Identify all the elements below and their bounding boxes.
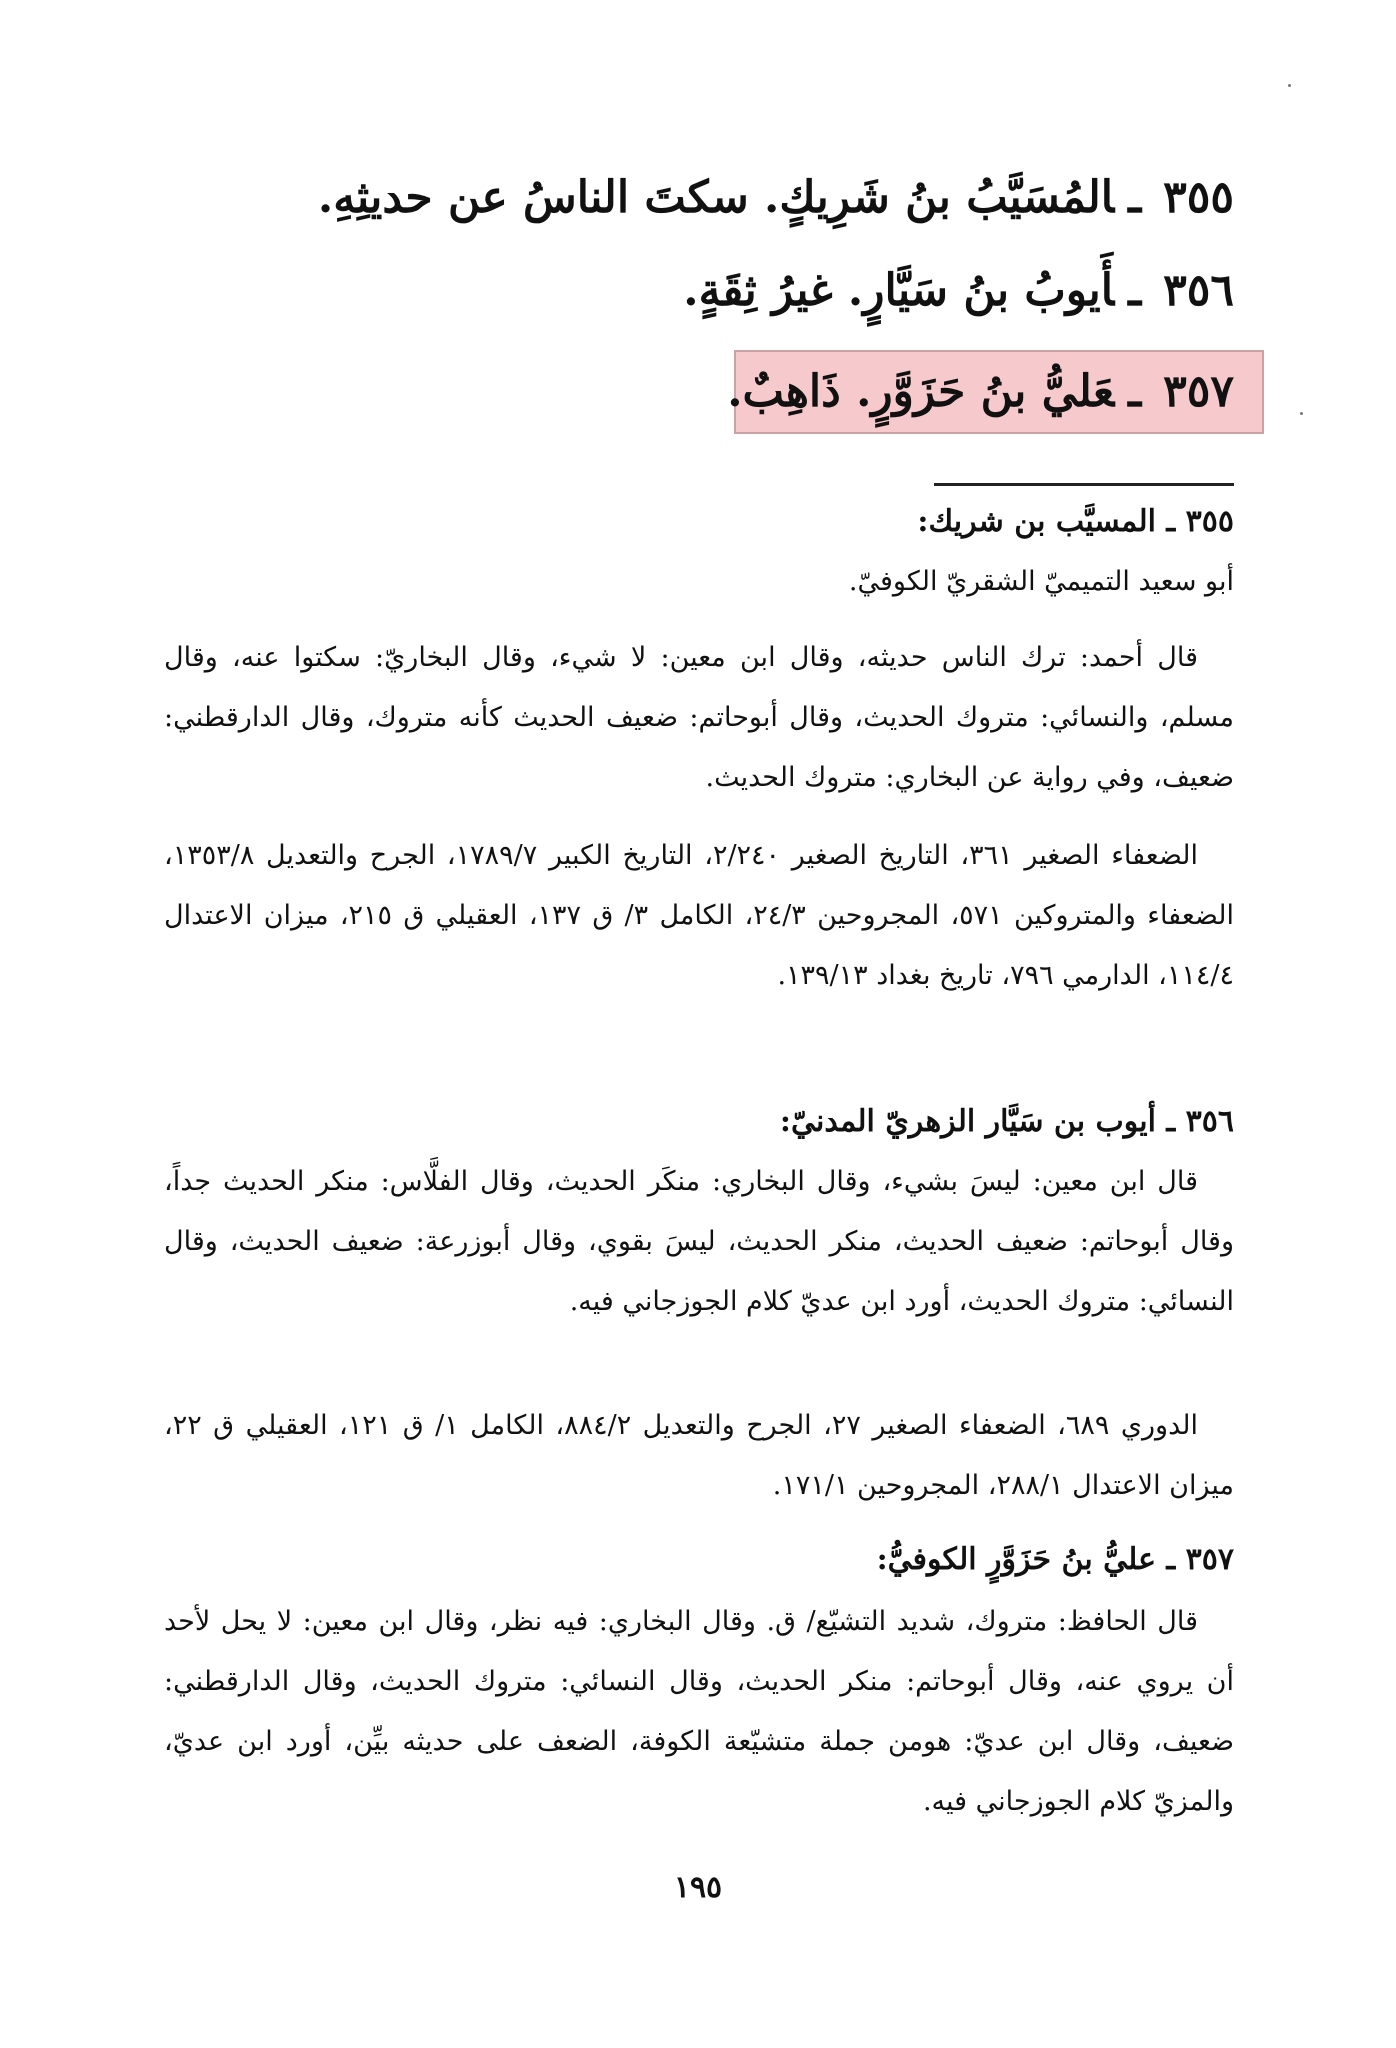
entry-number: ٣٥٦	[1163, 265, 1234, 316]
entry-dash: ـ	[1128, 265, 1142, 316]
footnote-sayings-357: قال الحافظ: متروك، شديد التشيّع/ ق. وقال البخاري: فيه نظر، وقال ابن معين: لا يحل لأحد أن يروي عنه، وقال أبوحاتم: منكر الحديث، وقال النسائي: متروك الحديث، وقال الدارقطني: ضعيف، وقال ابن عديّ: هومن جملة متشيّعة الكوفة، الضعف على حديثه بيِّن، أورد ابن عديّ، والمزيّ كلام الجوزجاني فيه.	[164, 1606, 1234, 1817]
footnote-sayings-356: قال ابن معين: ليسَ بشيء، وقال البخاري: منكَر الحديث، وقال الفلَّاس: منكر الحديث جداً، وقال أبوحاتم: ضعيف الحديث، منكر الحديث، ليسَ بقوي، وقال أبوزرعة: ضعيف الحديث، وقال النسائي: متروك الحديث، أورد ابن عديّ كلام الجوزجاني فيه.	[164, 1166, 1234, 1317]
main-entry-357	[234, 357, 1234, 427]
page-number: ١٩٥	[673, 1870, 723, 1905]
footnote-separator	[934, 483, 1234, 486]
footnote-heading-356: ٣٥٦ ـ أيوب بن سَيَّار الزهريّ المدنيّ:	[779, 1104, 1234, 1139]
entry-text: أَيوبُ بنُ سَيَّارٍ. غيرُ ثِقَةٍ.	[683, 265, 1115, 316]
scan-speck	[1300, 412, 1303, 415]
footnote-sayings-355: قال أحمد: ترك الناس حديثه، وقال ابن معين: لا شيء، وقال البخاريّ: سكتوا عنه، وقال مسلم، والنسائي: متروك الحديث، وقال أبوحاتم: ضعيف الحديث كأنه متروك، وقال الدارقطني: ضعيف، وفي رواية عن البخاري: متروك الحديث.	[164, 642, 1234, 793]
entry-number: ٣٥٧	[1163, 366, 1234, 417]
footnote-sources-356: الدوري ٦٨٩، الضعفاء الصغير ٢٧، الجرح والتعديل ٨٨٤/٢، الكامل ١/ ق ١٢١، العقيلي ق ٢٢، ميزان الاعتدال ٢٨٨/١، المجروحين ١٧١/١.	[164, 1410, 1234, 1501]
scan-speck	[1288, 84, 1291, 87]
entry-dash: ـ	[1128, 366, 1142, 417]
entry-text: عَليُّ بنُ حَزَوَّرٍ. ذَاهِبٌ.	[727, 366, 1115, 417]
main-entry-355	[234, 163, 1234, 233]
footnote-lineage-355: أبو سعيد التميميّ الشقريّ الكوفيّ.	[848, 566, 1234, 597]
main-entry-356	[234, 256, 1234, 326]
footnote-heading-357: ٣٥٧ ـ عليُّ بنُ حَزَوَّرٍ الكوفيُّ:	[876, 1542, 1234, 1577]
footnote-heading-355: ٣٥٥ ـ المسيَّب بن شريك:	[917, 504, 1234, 539]
entry-number: ٣٥٥	[1163, 172, 1234, 223]
entry-dash: ـ	[1128, 172, 1142, 223]
footnote-sources-355: الضعفاء الصغير ٣٦١، التاريخ الصغير ٢/٢٤٠، التاريخ الكبير ١٧٨٩/٧، الجرح والتعديل ١٣٥٣/٨، الضعفاء والمتروكين ٥٧١، المجروحين ٢٤/٣، الكامل ٣/ ق ١٣٧، العقيلي ق ٢١٥، ميزان الاعتدال ١١٤/٤، الدارمي ٧٩٦، تاريخ بغداد ١٣٩/١٣.	[164, 840, 1234, 991]
entry-text: المُسَيَّبُ بنُ شَرِيكٍ. سكتَ الناسُ عن حديثِهِ.	[317, 172, 1115, 223]
